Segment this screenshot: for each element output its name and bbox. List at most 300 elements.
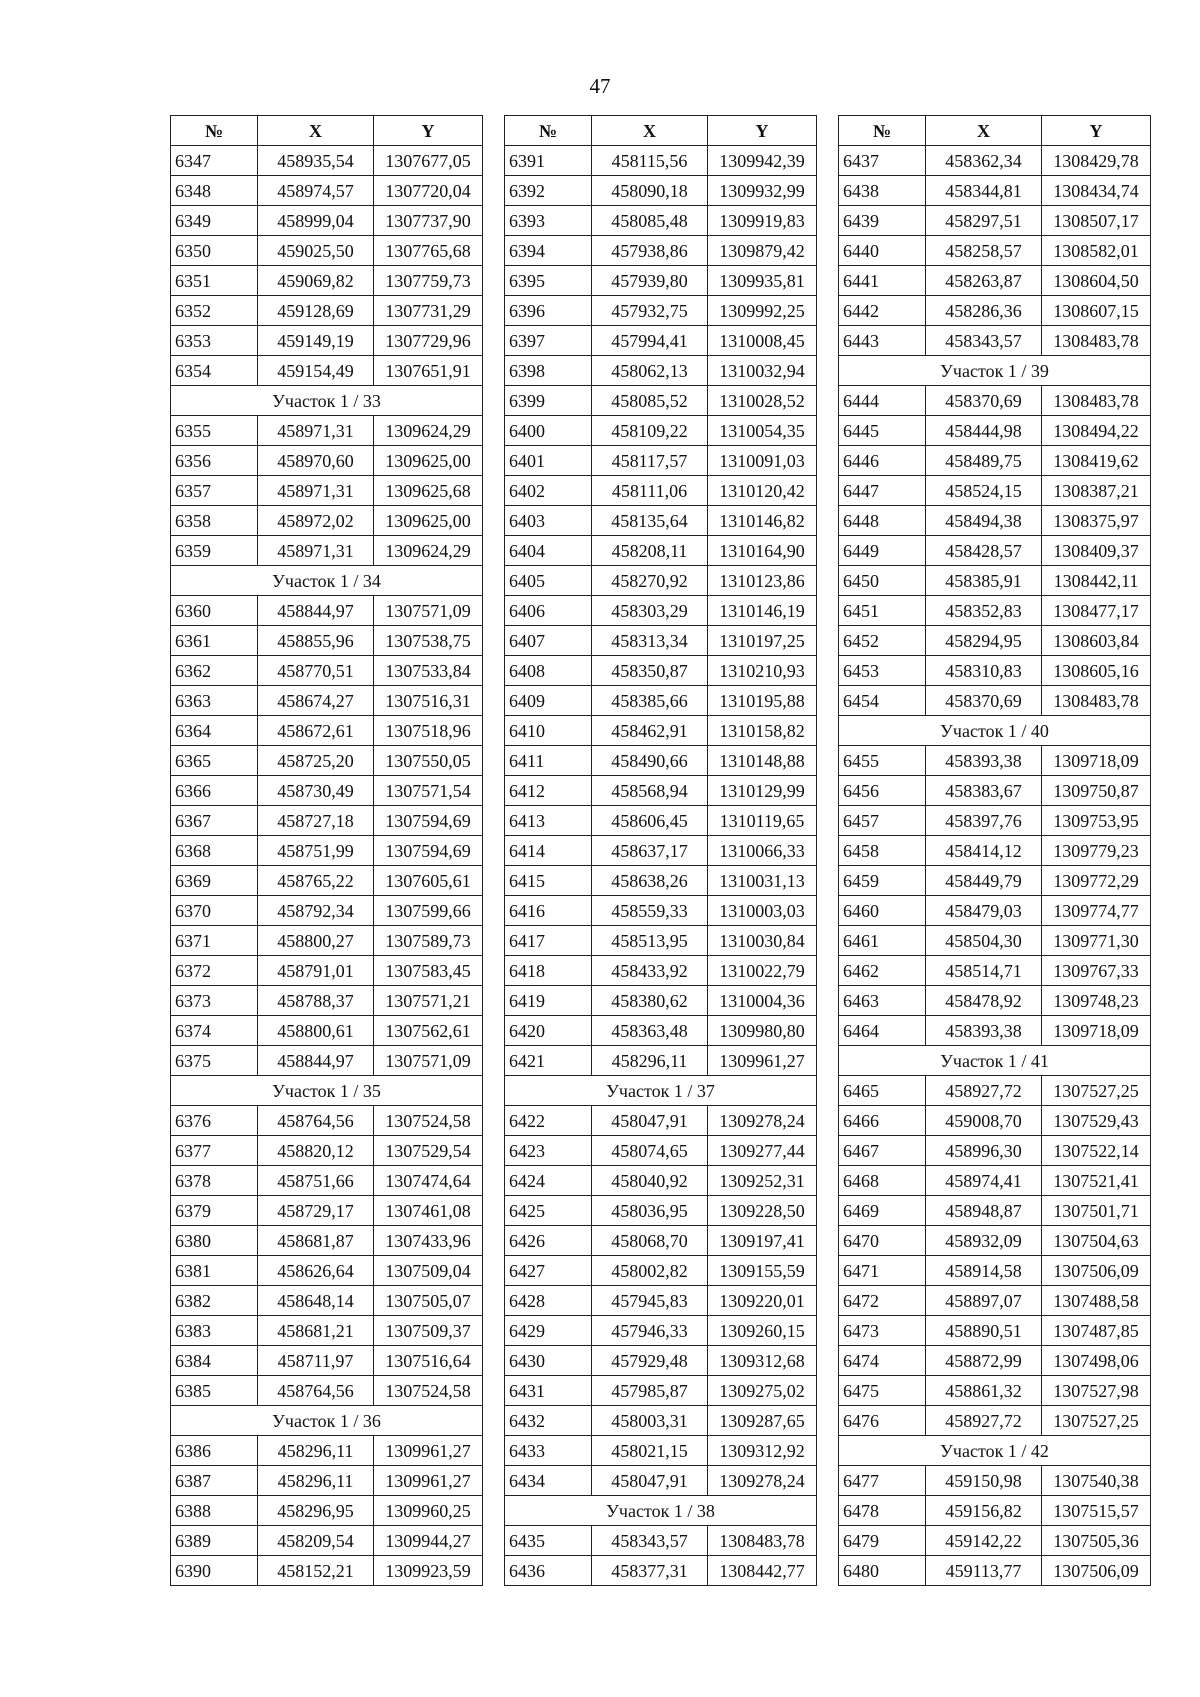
- x-coordinate-cell: 458363,48: [592, 1016, 708, 1046]
- x-coordinate-cell: 458729,17: [258, 1196, 374, 1226]
- x-coordinate-cell: 458513,95: [592, 926, 708, 956]
- y-coordinate-cell: 1307515,57: [1042, 1496, 1151, 1526]
- point-number-cell: 6451: [839, 596, 926, 626]
- x-coordinate-cell: 458397,76: [926, 806, 1042, 836]
- point-number-cell: 6466: [839, 1106, 926, 1136]
- table-row: [171, 716, 483, 746]
- y-coordinate-cell: 1307599,66: [374, 896, 483, 926]
- table-row: [839, 596, 1151, 626]
- y-coordinate-cell: 1310066,33: [708, 836, 817, 866]
- y-coordinate-cell: 1310158,82: [708, 716, 817, 746]
- x-coordinate-cell: 458352,83: [926, 596, 1042, 626]
- x-coordinate-cell: 458927,72: [926, 1406, 1042, 1436]
- x-coordinate-cell: 458152,21: [258, 1556, 374, 1586]
- table-row: [171, 146, 483, 176]
- y-coordinate-cell: 1310148,88: [708, 746, 817, 776]
- table-row: [839, 236, 1151, 266]
- table-row: [839, 266, 1151, 296]
- x-coordinate-cell: 459149,19: [258, 326, 374, 356]
- table-row: [505, 446, 817, 476]
- x-coordinate-cell: 458286,36: [926, 296, 1042, 326]
- table-row: [505, 836, 817, 866]
- point-number-cell: 6367: [171, 806, 258, 836]
- x-coordinate-cell: 458844,97: [258, 596, 374, 626]
- point-number-cell: 6358: [171, 506, 258, 536]
- point-number-cell: 6465: [839, 1076, 926, 1106]
- table-row: [839, 1556, 1151, 1586]
- table-row: [505, 326, 817, 356]
- x-coordinate-cell: 458648,14: [258, 1286, 374, 1316]
- table-row: [839, 866, 1151, 896]
- point-number-cell: 6413: [505, 806, 592, 836]
- point-number-cell: 6391: [505, 146, 592, 176]
- y-coordinate-cell: 1309992,25: [708, 296, 817, 326]
- point-number-cell: 6354: [171, 356, 258, 386]
- point-number-cell: 6366: [171, 776, 258, 806]
- table-row: [839, 1466, 1151, 1496]
- x-coordinate-cell: 459008,70: [926, 1106, 1042, 1136]
- y-coordinate-cell: 1307504,63: [1042, 1226, 1151, 1256]
- y-coordinate-cell: 1309961,27: [708, 1046, 817, 1076]
- x-coordinate-cell: 458791,01: [258, 956, 374, 986]
- table-row: [505, 386, 817, 416]
- y-coordinate-cell: 1307538,75: [374, 626, 483, 656]
- y-coordinate-cell: 1309750,87: [1042, 776, 1151, 806]
- point-number-cell: 6383: [171, 1316, 258, 1346]
- y-coordinate-cell: 1309771,30: [1042, 926, 1151, 956]
- y-coordinate-cell: 1310197,25: [708, 626, 817, 656]
- y-coordinate-cell: 1309980,80: [708, 1016, 817, 1046]
- table-row: [171, 986, 483, 1016]
- x-coordinate-cell: 458974,41: [926, 1166, 1042, 1196]
- point-number-cell: 6415: [505, 866, 592, 896]
- table-row: [839, 1316, 1151, 1346]
- y-coordinate-cell: 1307509,04: [374, 1256, 483, 1286]
- point-number-cell: 6434: [505, 1466, 592, 1496]
- x-coordinate-cell: 458935,54: [258, 146, 374, 176]
- point-number-cell: 6467: [839, 1136, 926, 1166]
- table-row: [171, 326, 483, 356]
- x-coordinate-cell: 458479,03: [926, 896, 1042, 926]
- point-number-cell: 6445: [839, 416, 926, 446]
- x-coordinate-cell: 458626,64: [258, 1256, 374, 1286]
- point-number-cell: 6395: [505, 266, 592, 296]
- y-coordinate-cell: 1307529,54: [374, 1136, 483, 1166]
- table-row: [505, 1466, 817, 1496]
- table-row: [171, 896, 483, 926]
- x-coordinate-cell: 458927,72: [926, 1076, 1042, 1106]
- y-coordinate-cell: 1309960,25: [374, 1496, 483, 1526]
- table-row: [171, 1046, 483, 1076]
- table-row: [839, 986, 1151, 1016]
- x-coordinate-cell: 458111,06: [592, 476, 708, 506]
- y-coordinate-cell: 1309197,41: [708, 1226, 817, 1256]
- table-row: [839, 626, 1151, 656]
- point-number-cell: 6473: [839, 1316, 926, 1346]
- table-header-row: [171, 116, 483, 146]
- x-coordinate-cell: 458385,91: [926, 566, 1042, 596]
- point-number-cell: 6439: [839, 206, 926, 236]
- table-row: [505, 716, 817, 746]
- section-header-row: [839, 1436, 1151, 1466]
- y-coordinate-cell: 1309779,23: [1042, 836, 1151, 866]
- table-row: [171, 656, 483, 686]
- column-header-y: Y: [1042, 116, 1151, 146]
- y-coordinate-cell: 1307505,07: [374, 1286, 483, 1316]
- point-number-cell: 6420: [505, 1016, 592, 1046]
- column-header-x: X: [258, 116, 374, 146]
- table-row: [171, 176, 483, 206]
- point-number-cell: 6448: [839, 506, 926, 536]
- table-row: [505, 1436, 817, 1466]
- x-coordinate-cell: 458890,51: [926, 1316, 1042, 1346]
- point-number-cell: 6356: [171, 446, 258, 476]
- x-coordinate-cell: 458444,98: [926, 416, 1042, 446]
- y-coordinate-cell: 1310210,93: [708, 656, 817, 686]
- point-number-cell: 6353: [171, 326, 258, 356]
- column-header-number: №: [171, 116, 258, 146]
- y-coordinate-cell: 1307521,41: [1042, 1166, 1151, 1196]
- coordinates-table-3: [838, 115, 1151, 1586]
- point-number-cell: 6397: [505, 326, 592, 356]
- section-header-row: [171, 1406, 483, 1436]
- point-number-cell: 6407: [505, 626, 592, 656]
- x-coordinate-cell: 458062,13: [592, 356, 708, 386]
- y-coordinate-cell: 1310120,42: [708, 476, 817, 506]
- x-coordinate-cell: 458036,95: [592, 1196, 708, 1226]
- x-coordinate-cell: 458085,48: [592, 206, 708, 236]
- point-number-cell: 6460: [839, 896, 926, 926]
- table-row: [505, 1256, 817, 1286]
- x-coordinate-cell: 458478,92: [926, 986, 1042, 1016]
- x-coordinate-cell: 458296,11: [592, 1046, 708, 1076]
- point-number-cell: 6471: [839, 1256, 926, 1286]
- x-coordinate-cell: 458343,57: [926, 326, 1042, 356]
- point-number-cell: 6370: [171, 896, 258, 926]
- y-coordinate-cell: 1309228,50: [708, 1196, 817, 1226]
- y-coordinate-cell: 1309718,09: [1042, 746, 1151, 776]
- y-coordinate-cell: 1307524,58: [374, 1376, 483, 1406]
- x-coordinate-cell: 458085,52: [592, 386, 708, 416]
- point-number-cell: 6441: [839, 266, 926, 296]
- y-coordinate-cell: 1309278,24: [708, 1466, 817, 1496]
- x-coordinate-cell: 458393,38: [926, 1016, 1042, 1046]
- point-number-cell: 6435: [505, 1526, 592, 1556]
- table-row: [171, 1466, 483, 1496]
- table-row: [505, 296, 817, 326]
- y-coordinate-cell: 1310032,94: [708, 356, 817, 386]
- y-coordinate-cell: 1307571,21: [374, 986, 483, 1016]
- y-coordinate-cell: 1309155,59: [708, 1256, 817, 1286]
- point-number-cell: 6422: [505, 1106, 592, 1136]
- table-row: [505, 416, 817, 446]
- y-coordinate-cell: 1310030,84: [708, 926, 817, 956]
- x-coordinate-cell: 458844,97: [258, 1046, 374, 1076]
- point-number-cell: 6455: [839, 746, 926, 776]
- x-coordinate-cell: 458820,12: [258, 1136, 374, 1166]
- x-coordinate-cell: 458972,02: [258, 506, 374, 536]
- column-header-x: X: [592, 116, 708, 146]
- x-coordinate-cell: 457945,83: [592, 1286, 708, 1316]
- x-coordinate-cell: 458948,87: [926, 1196, 1042, 1226]
- table-row: [505, 206, 817, 236]
- y-coordinate-cell: 1309624,29: [374, 416, 483, 446]
- point-number-cell: 6355: [171, 416, 258, 446]
- table-row: [839, 1106, 1151, 1136]
- point-number-cell: 6376: [171, 1106, 258, 1136]
- y-coordinate-cell: 1310119,65: [708, 806, 817, 836]
- x-coordinate-cell: 458385,66: [592, 686, 708, 716]
- point-number-cell: 6410: [505, 716, 592, 746]
- table-row: [505, 1016, 817, 1046]
- y-coordinate-cell: 1309312,92: [708, 1436, 817, 1466]
- y-coordinate-cell: 1307589,73: [374, 926, 483, 956]
- table-row: [839, 836, 1151, 866]
- y-coordinate-cell: 1307571,09: [374, 596, 483, 626]
- y-coordinate-cell: 1307533,84: [374, 656, 483, 686]
- point-number-cell: 6458: [839, 836, 926, 866]
- point-number-cell: 6390: [171, 1556, 258, 1586]
- x-coordinate-cell: 458344,81: [926, 176, 1042, 206]
- table-row: [839, 656, 1151, 686]
- y-coordinate-cell: 1308434,74: [1042, 176, 1151, 206]
- table-row: [505, 806, 817, 836]
- point-number-cell: 6369: [171, 866, 258, 896]
- y-coordinate-cell: 1307522,14: [1042, 1136, 1151, 1166]
- x-coordinate-cell: 458297,51: [926, 206, 1042, 236]
- point-number-cell: 6428: [505, 1286, 592, 1316]
- table-row: [839, 1136, 1151, 1166]
- y-coordinate-cell: 1307765,68: [374, 236, 483, 266]
- table-row: [839, 536, 1151, 566]
- x-coordinate-cell: 458370,69: [926, 686, 1042, 716]
- table-row: [505, 1046, 817, 1076]
- y-coordinate-cell: 1309252,31: [708, 1166, 817, 1196]
- point-number-cell: 6393: [505, 206, 592, 236]
- y-coordinate-cell: 1310028,52: [708, 386, 817, 416]
- y-coordinate-cell: 1307506,09: [1042, 1256, 1151, 1286]
- x-coordinate-cell: 458971,31: [258, 536, 374, 566]
- table-row: [839, 386, 1151, 416]
- x-coordinate-cell: 458727,18: [258, 806, 374, 836]
- y-coordinate-cell: 1308387,21: [1042, 476, 1151, 506]
- y-coordinate-cell: 1309961,27: [374, 1466, 483, 1496]
- point-number-cell: 6479: [839, 1526, 926, 1556]
- x-coordinate-cell: 459154,49: [258, 356, 374, 386]
- point-number-cell: 6361: [171, 626, 258, 656]
- x-coordinate-cell: 458999,04: [258, 206, 374, 236]
- y-coordinate-cell: 1307506,09: [1042, 1556, 1151, 1586]
- y-coordinate-cell: 1310003,03: [708, 896, 817, 926]
- x-coordinate-cell: 458370,69: [926, 386, 1042, 416]
- y-coordinate-cell: 1307474,64: [374, 1166, 483, 1196]
- y-coordinate-cell: 1307594,69: [374, 836, 483, 866]
- point-number-cell: 6349: [171, 206, 258, 236]
- x-coordinate-cell: 458770,51: [258, 656, 374, 686]
- point-number-cell: 6401: [505, 446, 592, 476]
- y-coordinate-cell: 1307583,45: [374, 956, 483, 986]
- x-coordinate-cell: 457946,33: [592, 1316, 708, 1346]
- x-coordinate-cell: 458296,11: [258, 1466, 374, 1496]
- point-number-cell: 6443: [839, 326, 926, 356]
- y-coordinate-cell: 1310091,03: [708, 446, 817, 476]
- table-row: [839, 566, 1151, 596]
- section-title: Участок 1 / 34: [171, 566, 483, 596]
- x-coordinate-cell: 458428,57: [926, 536, 1042, 566]
- point-number-cell: 6469: [839, 1196, 926, 1226]
- y-coordinate-cell: 1309625,68: [374, 476, 483, 506]
- x-coordinate-cell: 458068,70: [592, 1226, 708, 1256]
- point-number-cell: 6368: [171, 836, 258, 866]
- x-coordinate-cell: 458764,56: [258, 1376, 374, 1406]
- x-coordinate-cell: 458637,17: [592, 836, 708, 866]
- point-number-cell: 6442: [839, 296, 926, 326]
- y-coordinate-cell: 1307720,04: [374, 176, 483, 206]
- x-coordinate-cell: 458914,58: [926, 1256, 1042, 1286]
- point-number-cell: 6411: [505, 746, 592, 776]
- table-row: [171, 626, 483, 656]
- table-row: [171, 1436, 483, 1466]
- y-coordinate-cell: 1309748,23: [1042, 986, 1151, 1016]
- y-coordinate-cell: 1307516,64: [374, 1346, 483, 1376]
- x-coordinate-cell: 458209,54: [258, 1526, 374, 1556]
- table-row: [839, 926, 1151, 956]
- y-coordinate-cell: 1310031,13: [708, 866, 817, 896]
- table-row: [839, 896, 1151, 926]
- x-coordinate-cell: 458350,87: [592, 656, 708, 686]
- x-coordinate-cell: 459142,22: [926, 1526, 1042, 1556]
- table-row: [839, 1496, 1151, 1526]
- point-number-cell: 6426: [505, 1226, 592, 1256]
- table-row: [171, 356, 483, 386]
- point-number-cell: 6357: [171, 476, 258, 506]
- table-row: [839, 776, 1151, 806]
- y-coordinate-cell: 1310164,90: [708, 536, 817, 566]
- x-coordinate-cell: 458303,29: [592, 596, 708, 626]
- table-row: [839, 1076, 1151, 1106]
- table-header-row: [839, 116, 1151, 146]
- point-number-cell: 6392: [505, 176, 592, 206]
- y-coordinate-cell: 1307594,69: [374, 806, 483, 836]
- point-number-cell: 6463: [839, 986, 926, 1016]
- section-header-row: [171, 386, 483, 416]
- table-row: [171, 206, 483, 236]
- point-number-cell: 6475: [839, 1376, 926, 1406]
- column-header-y: Y: [708, 116, 817, 146]
- y-coordinate-cell: 1307731,29: [374, 296, 483, 326]
- point-number-cell: 6402: [505, 476, 592, 506]
- x-coordinate-cell: 458296,11: [258, 1436, 374, 1466]
- y-coordinate-cell: 1309919,83: [708, 206, 817, 236]
- x-coordinate-cell: 457932,75: [592, 296, 708, 326]
- point-number-cell: 6447: [839, 476, 926, 506]
- y-coordinate-cell: 1307550,05: [374, 746, 483, 776]
- table-row: [171, 686, 483, 716]
- section-title: Участок 1 / 38: [505, 1496, 817, 1526]
- x-coordinate-cell: 458021,15: [592, 1436, 708, 1466]
- x-coordinate-cell: 458362,34: [926, 146, 1042, 176]
- table-row: [505, 986, 817, 1016]
- table-row: [839, 326, 1151, 356]
- y-coordinate-cell: 1308483,78: [1042, 326, 1151, 356]
- point-number-cell: 6438: [839, 176, 926, 206]
- x-coordinate-cell: 457929,48: [592, 1346, 708, 1376]
- x-coordinate-cell: 458681,21: [258, 1316, 374, 1346]
- y-coordinate-cell: 1310129,99: [708, 776, 817, 806]
- point-number-cell: 6405: [505, 566, 592, 596]
- point-number-cell: 6459: [839, 866, 926, 896]
- table-row: [171, 446, 483, 476]
- point-number-cell: 6363: [171, 686, 258, 716]
- x-coordinate-cell: 458489,75: [926, 446, 1042, 476]
- table-row: [839, 176, 1151, 206]
- y-coordinate-cell: 1307651,91: [374, 356, 483, 386]
- point-number-cell: 6414: [505, 836, 592, 866]
- table-row: [171, 506, 483, 536]
- x-coordinate-cell: 458115,56: [592, 146, 708, 176]
- x-coordinate-cell: 459025,50: [258, 236, 374, 266]
- table-row: [505, 476, 817, 506]
- y-coordinate-cell: 1307433,96: [374, 1226, 483, 1256]
- y-coordinate-cell: 1309753,95: [1042, 806, 1151, 836]
- table-row: [171, 1196, 483, 1226]
- table-row: [839, 1226, 1151, 1256]
- y-coordinate-cell: 1309718,09: [1042, 1016, 1151, 1046]
- point-number-cell: 6417: [505, 926, 592, 956]
- table-row: [171, 926, 483, 956]
- column-header-y: Y: [374, 116, 483, 146]
- point-number-cell: 6377: [171, 1136, 258, 1166]
- y-coordinate-cell: 1309625,00: [374, 446, 483, 476]
- point-number-cell: 6461: [839, 926, 926, 956]
- point-number-cell: 6437: [839, 146, 926, 176]
- point-number-cell: 6379: [171, 1196, 258, 1226]
- x-coordinate-cell: 458490,66: [592, 746, 708, 776]
- section-title: Участок 1 / 33: [171, 386, 483, 416]
- section-header-row: [171, 566, 483, 596]
- point-number-cell: 6396: [505, 296, 592, 326]
- y-coordinate-cell: 1307759,73: [374, 266, 483, 296]
- x-coordinate-cell: 458003,31: [592, 1406, 708, 1436]
- point-number-cell: 6350: [171, 236, 258, 266]
- table-row: [839, 146, 1151, 176]
- table-row: [839, 1526, 1151, 1556]
- x-coordinate-cell: 458971,31: [258, 416, 374, 446]
- table-row: [171, 1286, 483, 1316]
- table-row: [171, 266, 483, 296]
- y-coordinate-cell: 1308607,15: [1042, 296, 1151, 326]
- point-number-cell: 6472: [839, 1286, 926, 1316]
- table-row: [505, 1286, 817, 1316]
- x-coordinate-cell: 458296,95: [258, 1496, 374, 1526]
- y-coordinate-cell: 1307487,85: [1042, 1316, 1151, 1346]
- x-coordinate-cell: 458559,33: [592, 896, 708, 926]
- y-coordinate-cell: 1310146,82: [708, 506, 817, 536]
- y-coordinate-cell: 1308483,78: [708, 1526, 817, 1556]
- point-number-cell: 6449: [839, 536, 926, 566]
- coordinates-table-1: [170, 115, 483, 1586]
- table-row: [171, 1346, 483, 1376]
- table-row: [505, 926, 817, 956]
- section-title: Участок 1 / 40: [839, 716, 1151, 746]
- table-row: [839, 446, 1151, 476]
- x-coordinate-cell: 458074,65: [592, 1136, 708, 1166]
- table-row: [839, 506, 1151, 536]
- y-coordinate-cell: 1309932,99: [708, 176, 817, 206]
- point-number-cell: 6419: [505, 986, 592, 1016]
- x-coordinate-cell: 458380,62: [592, 986, 708, 1016]
- table-row: [839, 476, 1151, 506]
